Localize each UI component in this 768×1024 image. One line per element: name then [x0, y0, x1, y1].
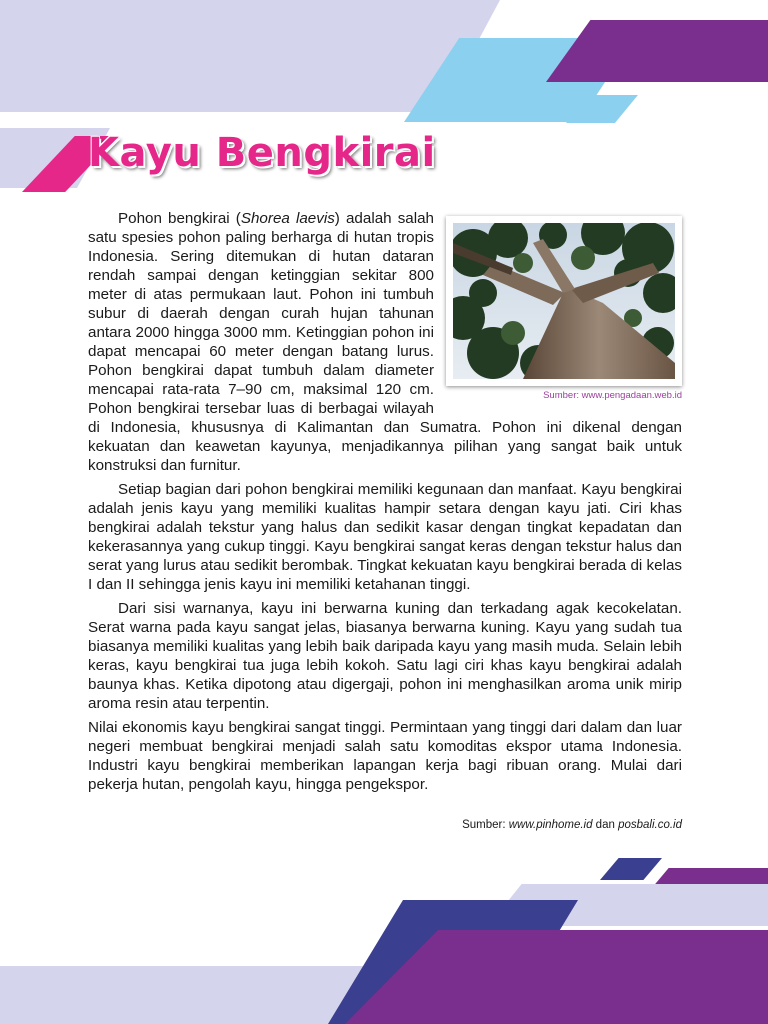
- decor-navy-small-bottom: [600, 858, 662, 880]
- source-site-2: posbali.co.id: [618, 819, 682, 831]
- source-connector: dan: [592, 819, 619, 831]
- source-label: Sumber:: [462, 819, 509, 831]
- decor-purple-band-top: [546, 20, 768, 82]
- page-title: Kayu Bengkirai: [88, 130, 436, 176]
- photo-caption: Sumber: www.pengadaan.web.id: [543, 390, 682, 401]
- source-credit: [88, 819, 682, 831]
- paragraph-1-rest: ) adalah salah satu spesies pohon paling berharga di hutan tropis Indonesia. Sering ditemukan di hutan dataran rendah sampai dengan ketinggian sekitar 800 meter di atas permukaan laut. Pohon ini tumbuh subur di daerah dengan curah hujan tahunan antara 2000 hingga 3000 mm. Ketinggian pohon ini dapat mencapai 60 meter dengan batang lurus. Pohon bengkirai dapat tumbuh dalam diameter mencapai rata-rata 7–90 cm, maksimal 120 cm. Pohon bengkirai tersebar luas di berbagai wilayah di Indonesia, khususnya di Kalimantan dan Sumatra. Pohon ini dikenal dengan kekuatan dan keawetan kayunya, menjadikannya pilihan yang sangat baik untuk konstruksi dan furnitur.: [88, 210, 682, 474]
- paragraph-1-start: Pohon bengkirai (: [118, 210, 241, 227]
- photo-wrap-spacer: [434, 209, 682, 401]
- source-site-1: www.pinhome.id: [508, 819, 593, 831]
- article-body: [88, 209, 682, 799]
- paragraph-4: Nilai ekonomis kayu bengkirai sangat tinggi. Permintaan yang tinggi dari dalam dan luar negeri membuat bengkirai menjadi salah satu komoditas ekspor utama Indonesia. Industri kayu bengkirai memberikan lapangan kerja bagi ribuan orang. Mulai dari pekerja hutan, pengolah kayu, hingga pengekspor.: [88, 719, 682, 793]
- paragraph-3: Dari sisi warnanya, kayu ini berwarna kuning dan terkadang agak kecokelatan. Serat warna pada kayu sangat jelas, biasanya berwarna kuning. Kayu yang sudah tua biasanya memiliki kualitas yang lebih baik daripada kayu yang masih muda. Selain lebih keras, kayu bengkirai tua juga lebih kokoh. Satu lagi ciri khas kayu bengkirai adalah baunya khas. Ketika dipotong atau digergaji, pohon ini menghasilkan aroma unik mirip aroma resin atau terpentin.: [88, 600, 682, 712]
- species-name: Shorea laevis: [240, 210, 335, 227]
- paragraph-2: Setiap bagian dari pohon bengkirai memiliki kegunaan dan manfaat. Kayu bengkirai adalah jenis kayu yang memiliki kualitas hampir setara dengan kayu jati. Ciri khas bengkirai adalah tekstur yang halus dan sedikit kasar dengan tingkat kepadatan dan kekerasannya yang cukup tinggi. Kayu bengkirai sangat keras dengan tekstur halus dan serat yang lurus atau sedikit berombak. Tingkat kekuatan kayu bengkirai berada di kelas I dan II sehingga jenis kayu ini memiliki ketahanan tinggi.: [88, 481, 682, 593]
